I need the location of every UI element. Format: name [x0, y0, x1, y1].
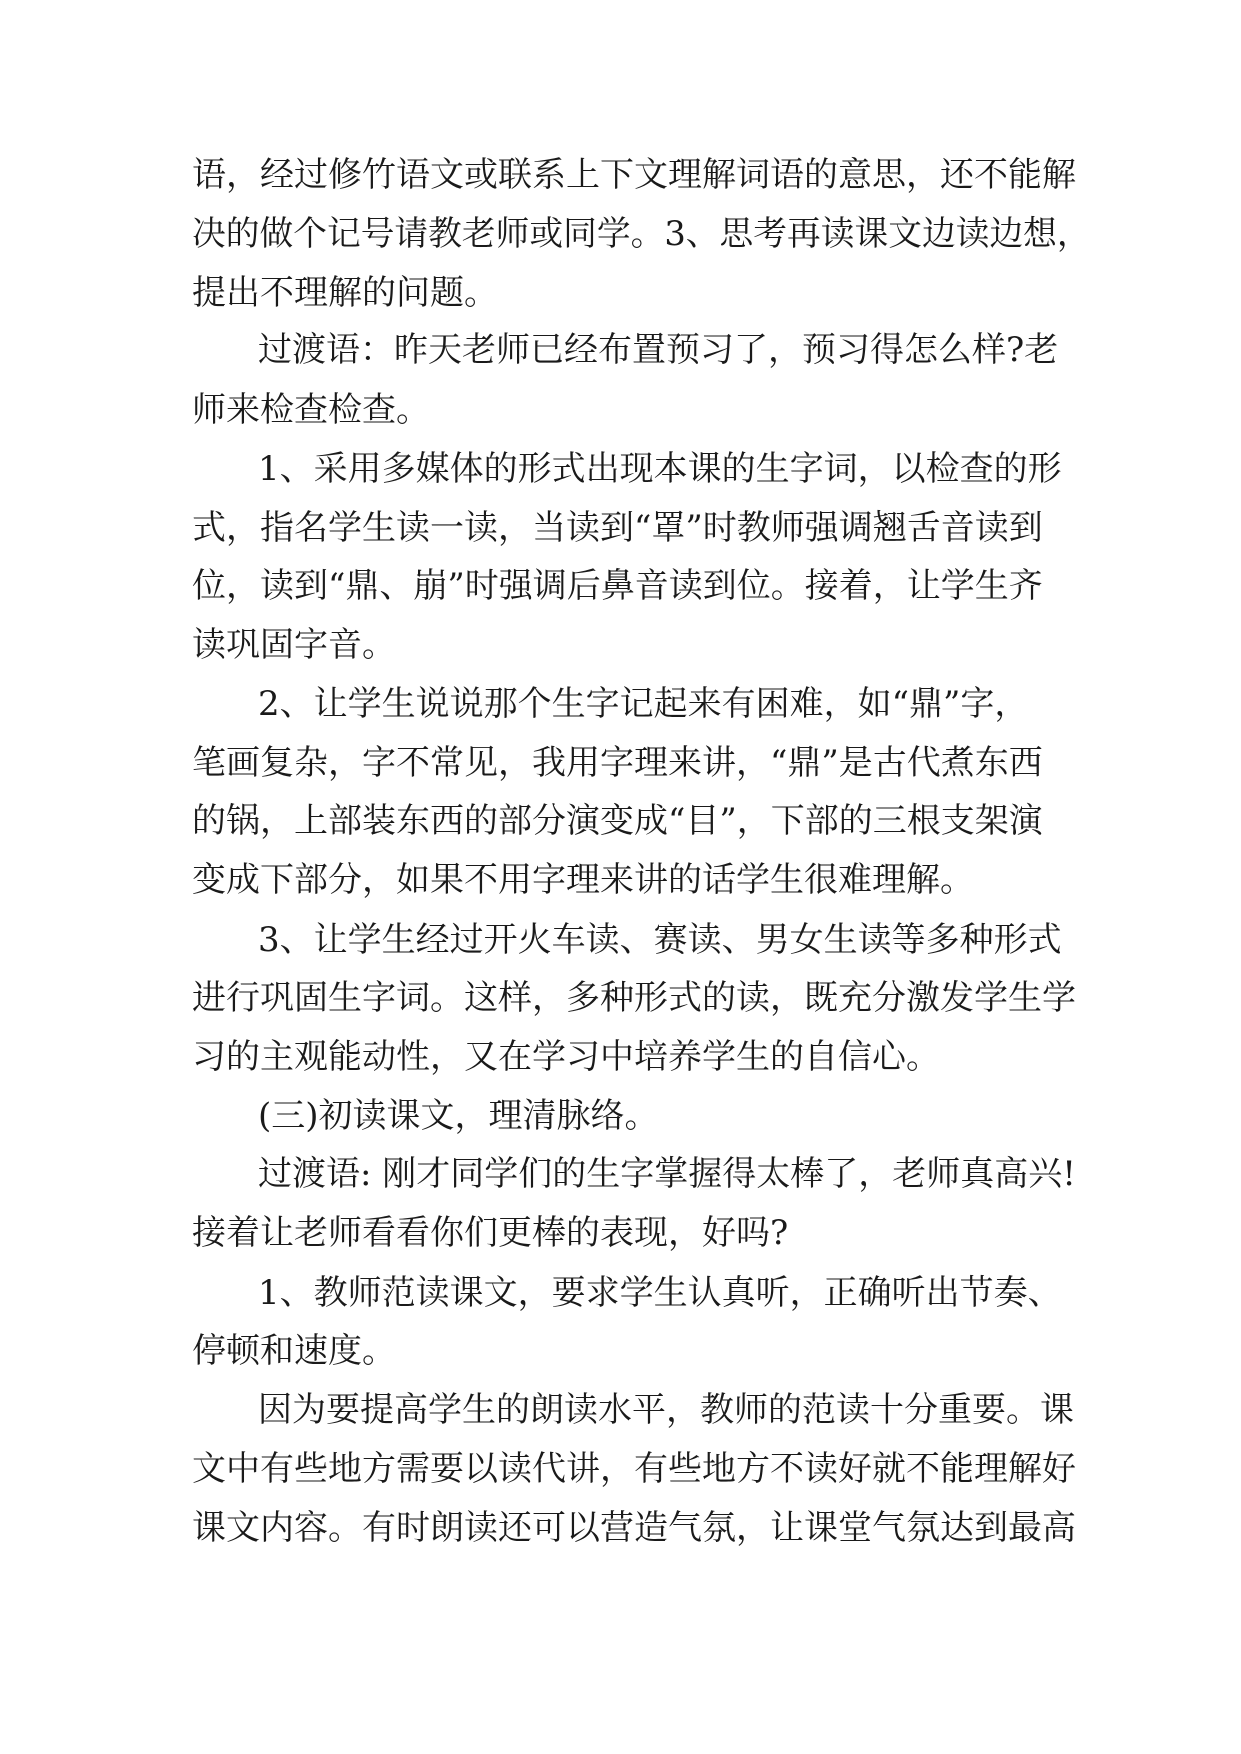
- paragraph-start-line: 过渡语: 刚才同学们的生字掌握得太棒了，老师真高兴!: [258, 1154, 1076, 1194]
- text-line: 接着让老师看看你们更棒的表现，好吗?: [192, 1213, 789, 1253]
- text-line: 师来检查检查。: [192, 390, 430, 430]
- text-line: 的锅，上部装东西的部分演变成“目”，下部的三根支架演: [192, 801, 1043, 841]
- paragraph-start-line: 2、让学生说说那个生字记起来有困难，如“鼎”字，: [258, 684, 1029, 724]
- text-line: 决的做个记号请教老师或同学。3、思考再读课文边读边想，: [192, 214, 1091, 254]
- text-line: 提出不理解的问题。: [192, 273, 498, 313]
- text-line: 读巩固字音。: [192, 625, 396, 665]
- text-line: 笔画复杂，字不常见，我用字理来讲，“鼎”是古代煮东西: [192, 743, 1043, 783]
- text-line: 进行巩固生字词。这样，多种形式的读，既充分激发学生学: [192, 978, 1076, 1018]
- section-heading: (三)初读课文，理清脉络。: [258, 1096, 659, 1136]
- text-line: 课文内容。有时朗读还可以营造气氛，让课堂气氛达到最高: [192, 1508, 1076, 1548]
- text-line: 式，指名学生读一读，当读到“罩”时教师强调翘舌音读到: [192, 508, 1043, 548]
- paragraph-start-line: 1、采用多媒体的形式出现本课的生字词，以检查的形: [258, 449, 1062, 489]
- text-line: 变成下部分，如果不用字理来讲的话学生很难理解。: [192, 860, 974, 900]
- text-line: 语，经过修竹语文或联系上下文理解词语的意思，还不能解: [192, 155, 1076, 195]
- paragraph-start-line: 过渡语：昨天老师已经布置预习了，预习得怎么样?老: [258, 330, 1059, 370]
- paragraph-start-line: 1、教师范读课文，要求学生认真听，正确听出节奏、: [258, 1273, 1062, 1313]
- text-line: 文中有些地方需要以读代讲，有些地方不读好就不能理解好: [192, 1449, 1076, 1489]
- text-line: 停顿和速度。: [192, 1331, 396, 1371]
- paragraph-start-line: 3、让学生经过开火车读、赛读、男女生读等多种形式: [258, 920, 1062, 960]
- paragraph-start-line: 因为要提高学生的朗读水平，教师的范读十分重要。课: [258, 1390, 1074, 1430]
- text-line: 位，读到“鼎、崩”时强调后鼻音读到位。接着，让学生齐: [192, 566, 1043, 606]
- text-line: 习的主观能动性，又在学习中培养学生的自信心。: [192, 1037, 940, 1077]
